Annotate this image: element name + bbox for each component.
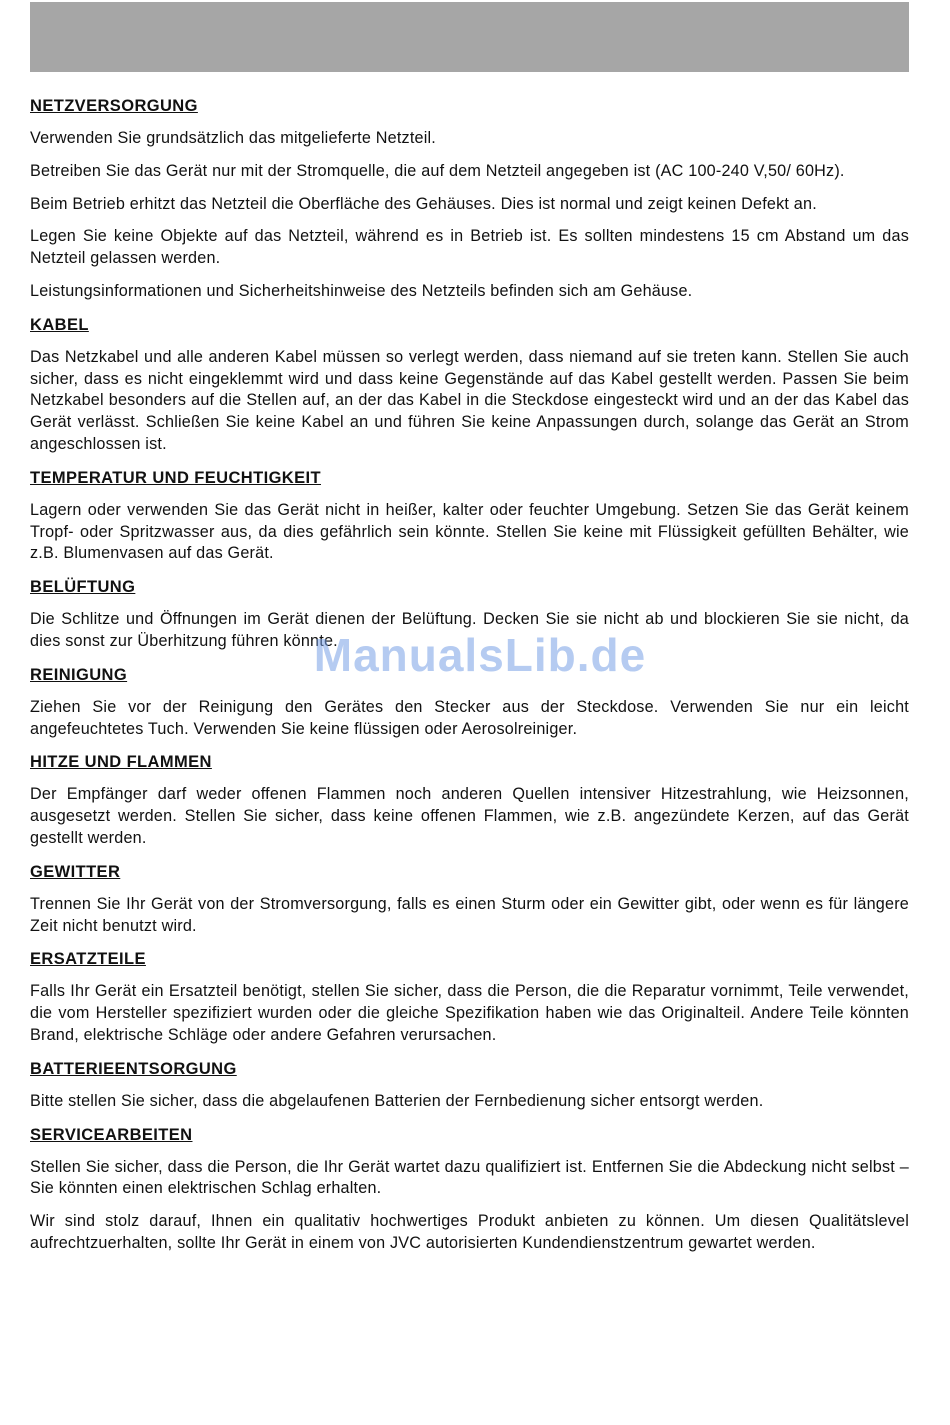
section-title: NETZVERSORGUNG — [30, 97, 198, 115]
section-gewitter — [30, 861, 909, 938]
paragraph: Der Empfänger darf weder offenen Flammen noch anderen Quellen intensiver Hitzestrahlung, wie Heizsonnen, ausgesetzt werden. Stellen Sie sicher, dass keine offenen Flammen, wie z.B. angezündete Kerzen, auf das Gerät gestellt werden. — [30, 785, 909, 847]
section-belueftung — [30, 576, 909, 653]
section-title: TEMPERATUR UND FEUCHTIGKEIT — [30, 468, 321, 487]
section-title: BATTERIEENTSORGUNG — [30, 1059, 237, 1078]
paragraph: Falls Ihr Gerät ein Ersatzteil benötigt, stellen Sie sicher, dass die Person, die die Reparatur vornimmt, Teile verwendet, die vom Hersteller spezifiziert wurden oder die gleiche Spezifikation haben wie das Originalteil. Andere Teile könnten Brand, elektrische Schläge oder andere Gefahren verursachen. — [30, 982, 909, 1044]
section-batterieentsorgung — [30, 1058, 909, 1113]
section-title: GEWITTER — [30, 862, 121, 881]
section-temperatur — [30, 467, 909, 565]
paragraph: Leistungsinformationen und Sicherheitshinweise des Netzteils befinden sich am Gehäuse. — [30, 281, 693, 300]
paragraph: Das Netzkabel und alle anderen Kabel müssen so verlegt werden, dass niemand auf sie treten kann. Stellen Sie auch sicher, dass es nicht eingeklemmt wird und dass keine Gegenstände auf das Kabel gestellt werden. Passen Sie beim Netzkabel besonders auf die Stellen auf, an der das Kabel in die Steckdose eingesteckt wird und an der das Kabel das Gerät verlässt. Schließen Sie keine Kabel an und führen Sie keine Anpassungen durch, solange das Gerät an Strom angeschlossen ist. — [30, 347, 909, 453]
paragraph: Ziehen Sie vor der Reinigung den Gerätes den Stecker aus der Steckdose. Verwenden Sie nur ein leicht angefeuchtetes Tuch. Verwenden Sie keine flüssigen oder Aerosolreiniger. — [30, 697, 909, 738]
section-title: HITZE UND FLAMMEN — [30, 753, 212, 772]
paragraph: Verwenden Sie grundsätzlich das mitgelieferte Netzteil. — [30, 129, 437, 147]
section-kabel — [30, 314, 909, 456]
section-title: KABEL — [30, 315, 89, 334]
section-title: REINIGUNG — [30, 665, 128, 684]
paragraph: Trennen Sie Ihr Gerät von der Stromversorgung, falls es einen Sturm oder ein Gewitter gibt, oder wenn es für längere Zeit nicht benutzt wird. — [30, 894, 909, 935]
paragraph: Beim Betrieb erhitzt das Netzteil die Oberfläche des Gehäuses. Dies ist normal und zeigt keinen Defekt an. — [30, 194, 817, 213]
watermark: ManualsLib.de — [313, 629, 647, 681]
paragraph: Legen Sie keine Objekte auf das Netzteil, während es in Betrieb ist. Es sollten mindestens 15 cm Abstand um das Netzteil gelassen werden. — [30, 227, 909, 268]
paragraph: Stellen Sie sicher, dass die Person, die Ihr Gerät wartet dazu qualifiziert ist. Entfernen Sie die Abdeckung nicht selbst – Sie könnten einen elektrischen Schlag erhalten. — [30, 1157, 909, 1198]
section-title: ERSATZTEILE — [30, 950, 146, 969]
section-reinigung — [30, 664, 909, 741]
paragraph: Bitte stellen Sie sicher, dass die abgelaufenen Batterien der Fernbedienung sicher entsorgt werden. — [30, 1091, 764, 1110]
section-title: BELÜFTUNG — [30, 578, 136, 597]
document-body — [30, 95, 909, 1266]
section-netzversorgung — [30, 95, 909, 303]
header-bar — [30, 2, 909, 72]
section-servicearbeiten — [30, 1124, 909, 1255]
section-title: SERVICEARBEITEN — [30, 1125, 193, 1144]
section-hitze — [30, 751, 909, 849]
paragraph: Die Schlitze und Öffnungen im Gerät dienen der Belüftung. Decken Sie sie nicht ab und blockieren Sie sie nicht, da dies sonst zur Überhitzung führen könnte. — [30, 610, 909, 650]
paragraph: Betreiben Sie das Gerät nur mit der Stromquelle, die auf dem Netzteil angegeben ist (AC 100-240 V,50/ 60Hz). — [30, 161, 845, 180]
paragraph: Wir sind stolz darauf, Ihnen ein qualitativ hochwertiges Produkt anbieten zu können. Um diesen Qualitätslevel aufrechtzuerhalten, sollte Ihr Gerät in einem von JVC autorisierten Kundendienstzentrum gewartet werden. — [30, 1212, 909, 1252]
paragraph: Lagern oder verwenden Sie das Gerät nicht in heißer, kalter oder feuchter Umgebung. Setzen Sie das Gerät keinem Tropf- oder Spritzwasser aus, da dies gefährlich sein könnte. Stellen Sie keine mit Flüssigkeit gefüllten Behälter, wie z.B. Blumenvasen auf das Gerät. — [30, 500, 909, 563]
section-ersatzteile — [30, 948, 909, 1046]
